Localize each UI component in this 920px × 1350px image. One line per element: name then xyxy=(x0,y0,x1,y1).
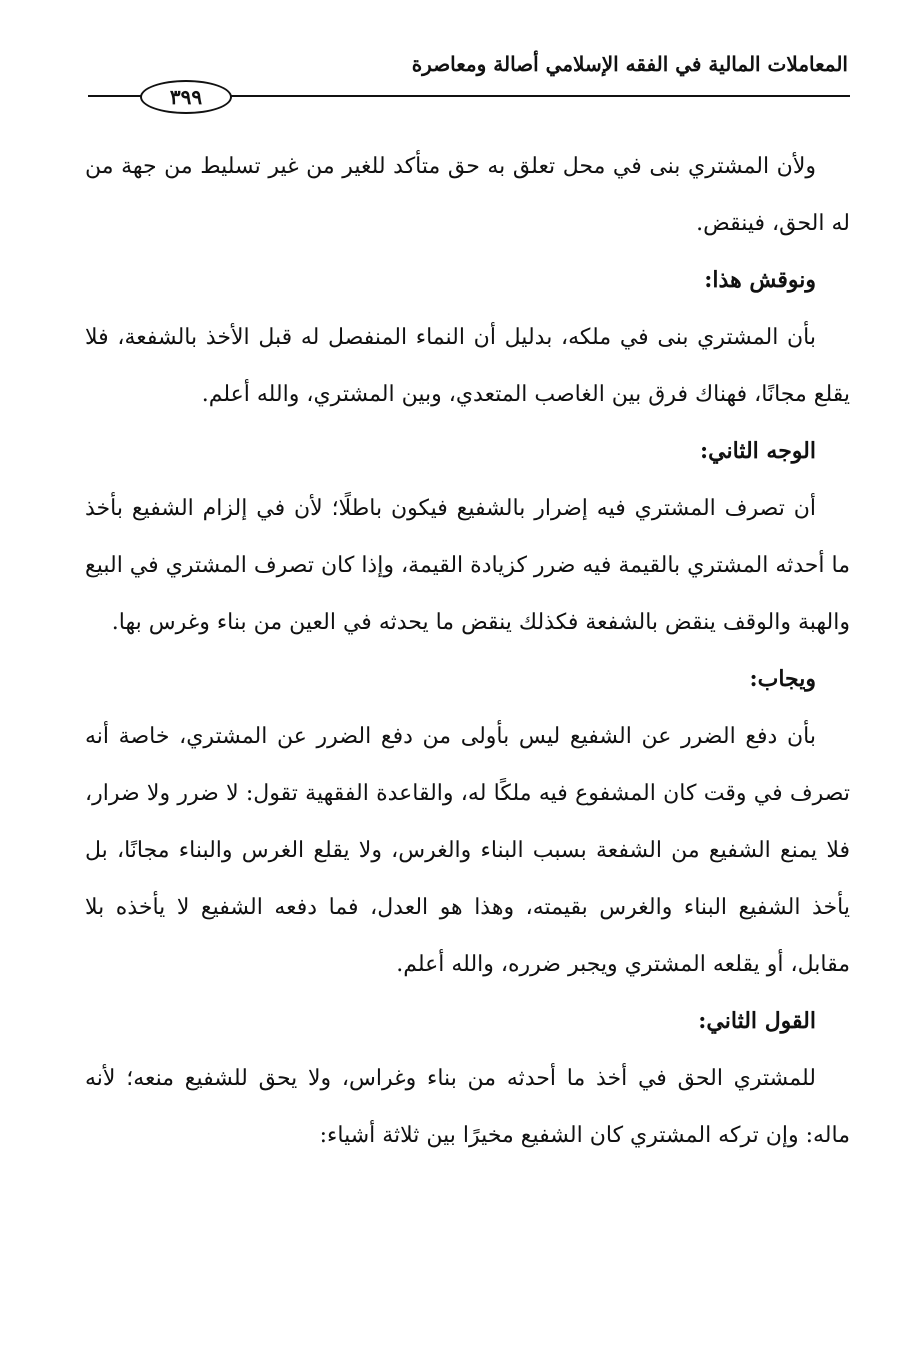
paragraph: بأن المشتري بنى في ملكه، بدليل أن النماء المنفصل له قبل الأخذ بالشفعة، فلا يقلع مجانًا، فهناك فرق بين الغاصب المتعدي، وبين المشتري، والله أعلم. xyxy=(85,325,850,407)
section-heading: ونوقش هذا: xyxy=(704,267,816,293)
paragraph: للمشتري الحق في أخذ ما أحدثه من بناء وغراس، ولا يحق للشفيع منعه؛ لأنه ماله: وإن تركه المشتري كان الشفيع مخيرًا بين ثلاثة أشياء: xyxy=(85,1066,850,1148)
paragraph: بأن دفع الضرر عن الشفيع ليس بأولى من دفع الضرر عن المشتري، خاصة أنه تصرف في وقت كان المشفوع فيه ملكًا له، والقاعدة الفقهية تقول: لا ضرر ولا ضرار، فلا يمنع الشفيع من الشفعة بسبب البناء والغرس، ولا يقلع الغرس والبناء مجانًا، بل يأخذ الشفيع البناء والغرس بقيمته، وهذا هو العدل، فما دفعه الشفيع لا يأخذه بلا مقابل، أو يقلعه المشتري ويجبر ضرره، والله أعلم. xyxy=(85,724,850,977)
section-heading: ويجاب: xyxy=(749,666,816,692)
section-heading: الوجه الثاني: xyxy=(700,438,816,464)
paragraph: أن تصرف المشتري فيه إضرار بالشفيع فيكون باطلًا؛ لأن في إلزام الشفيع بأخذ ما أحدثه المشتري بالقيمة فيه ضرر كزيادة القيمة، وإذا كان تصرف المشتري في البيع والهبة والوقف ينقض بالشفعة فكذلك ينقض ما يحدثه في العين من بناء وغرس بها. xyxy=(85,496,850,635)
section-heading: القول الثاني: xyxy=(698,1008,816,1034)
body-text xyxy=(85,138,850,1164)
paragraph: ولأن المشتري بنى في محل تعلق به حق متأكد للغير من غير تسليط من جهة من له الحق، فينقض. xyxy=(85,154,850,236)
page-number: ٣٩٩ xyxy=(140,80,232,114)
running-header-title: المعاملات المالية في الفقه الإسلامي أصالة ومعاصرة xyxy=(411,52,848,76)
